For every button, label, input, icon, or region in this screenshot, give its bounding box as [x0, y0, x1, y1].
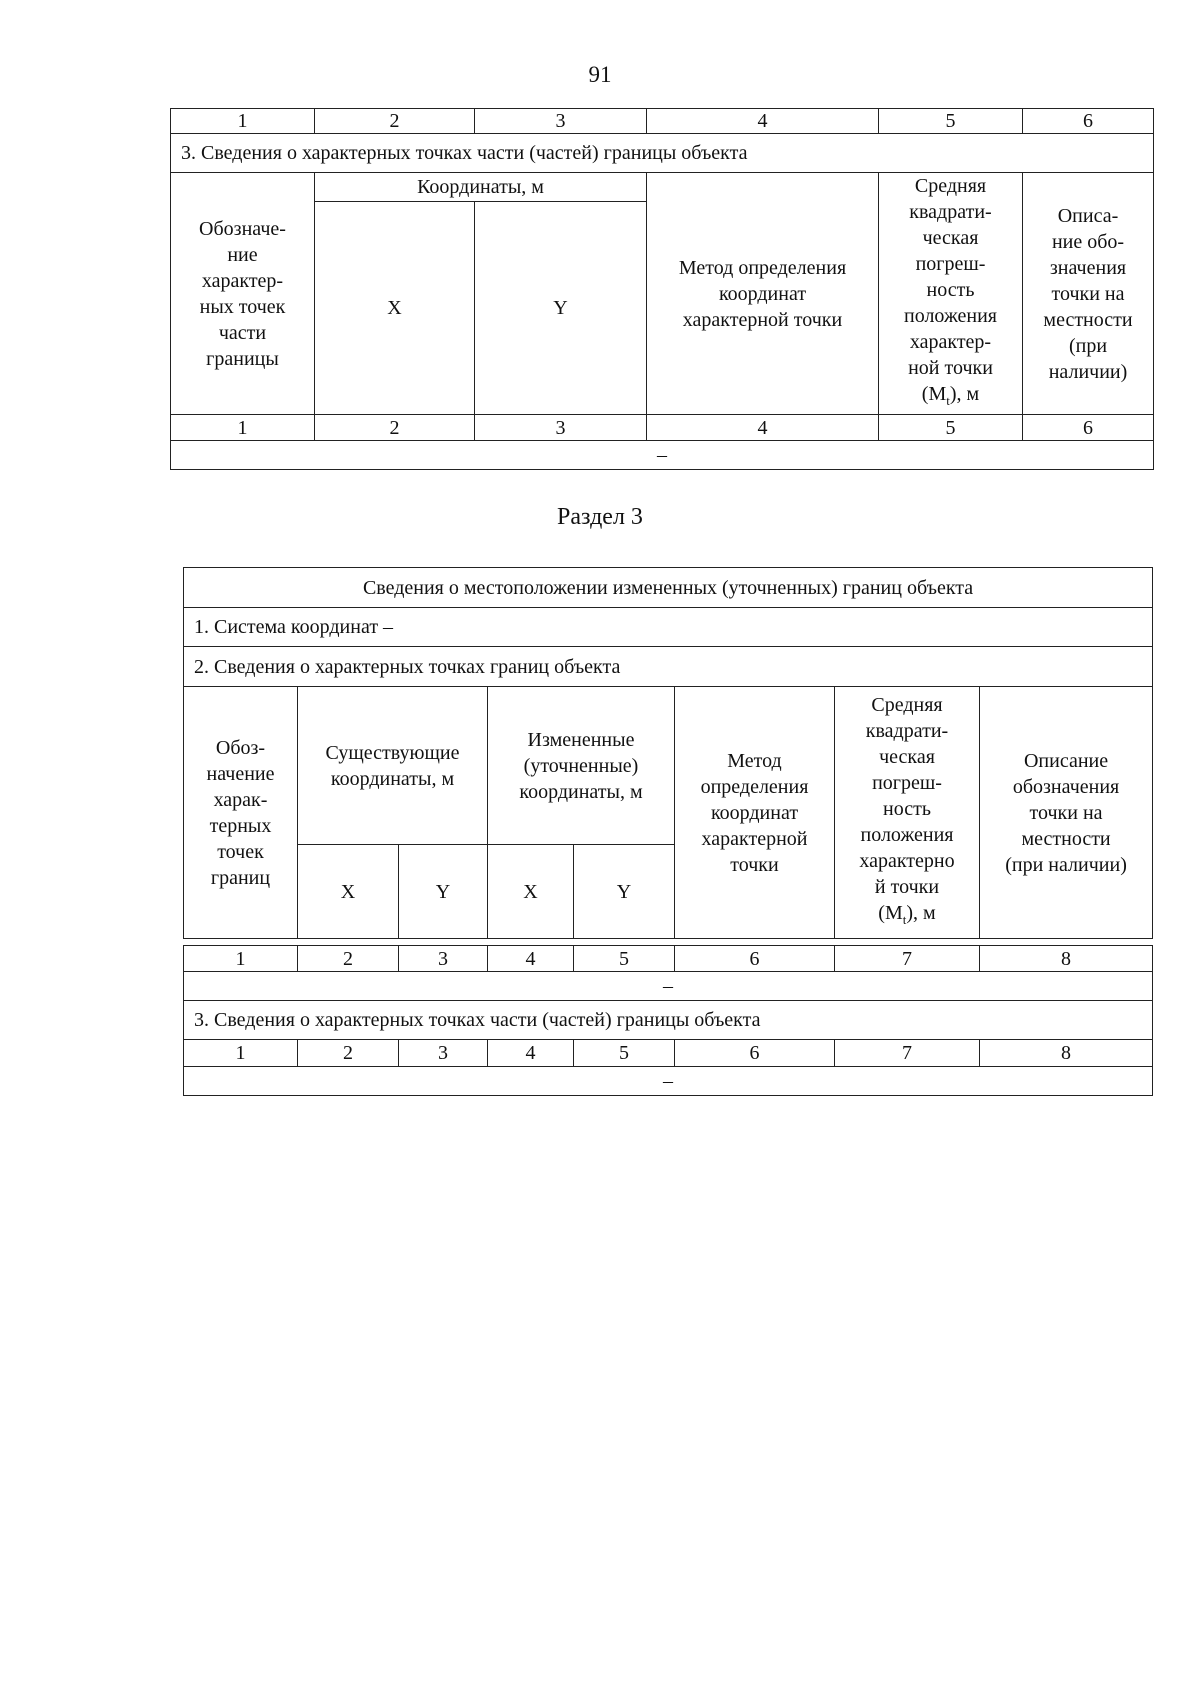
coordinate-system-row: 1. Система координат –: [184, 608, 1153, 647]
point-description-header: Описа- ние обо- значения точки на местности (при наличии): [1023, 173, 1154, 415]
column-number: 2: [315, 109, 475, 134]
coordinates-group-header: Координаты, м: [315, 173, 647, 202]
column-number-row: [184, 1040, 1153, 1067]
existing-x-header: X: [298, 845, 399, 939]
mean-square-error-header: Средняя квадрати- ческая погреш- ность положения характерно й точки $(M_t)$, м: [835, 687, 980, 939]
method-header: Метод определения координат характерной точки: [675, 687, 835, 939]
changed-coordinates-header: Измененные (уточненные) координаты, м: [488, 687, 675, 845]
section-heading-row: 3. Сведения о характерных точках части (частей) границы объекта: [171, 134, 1154, 173]
part-boundary-points-table: [170, 108, 1154, 470]
column-number: 1: [171, 109, 315, 134]
column-number-row: [171, 109, 1154, 134]
point-designation-header: Обозначе- ние характер- ных точек части границы: [171, 173, 315, 415]
mean-square-error-header: Средняя квадрати- ческая погреш- ность положения характер- ной точки $(M_t)$, м: [879, 173, 1023, 415]
column-number-row: [171, 415, 1154, 441]
method-header: Метод определения координат характерной точки: [647, 173, 879, 415]
column-number: 7: [835, 946, 980, 972]
column-number: 3: [475, 415, 647, 441]
existing-coordinates-header: Существующие координаты, м: [298, 687, 488, 845]
column-number: 8: [980, 1040, 1153, 1067]
empty-data-row: –: [184, 972, 1153, 1001]
column-number: 1: [184, 1040, 298, 1067]
column-number: 4: [647, 415, 879, 441]
column-number: 1: [184, 946, 298, 972]
changed-x-header: X: [488, 845, 574, 939]
boundary-points-heading-row: 2. Сведения о характерных точках границ объекта: [184, 647, 1153, 687]
column-number: 3: [399, 946, 488, 972]
column-number: 4: [647, 109, 879, 134]
column-number-row: [184, 946, 1153, 972]
column-number: 5: [574, 946, 675, 972]
section-title: Раздел 3: [557, 504, 643, 530]
column-number: 8: [980, 946, 1153, 972]
changed-boundaries-table: [183, 567, 1153, 1096]
column-number: 6: [1023, 415, 1154, 441]
column-number: 6: [675, 1040, 835, 1067]
changed-y-header: Y: [574, 845, 675, 939]
column-number: 3: [399, 1040, 488, 1067]
part-points-heading-row: 3. Сведения о характерных точках части (частей) границы объекта: [184, 1001, 1153, 1040]
table-title-row: Сведения о местоположении измененных (уточненных) границ объекта: [184, 568, 1153, 608]
column-number: 2: [298, 1040, 399, 1067]
point-designation-header: Обоз- начение харак- терных точек границ: [184, 687, 298, 939]
column-number: 4: [488, 1040, 574, 1067]
column-number: 5: [574, 1040, 675, 1067]
column-number: 6: [675, 946, 835, 972]
column-number: 4: [488, 946, 574, 972]
column-number: 6: [1023, 109, 1154, 134]
empty-data-row: –: [171, 441, 1154, 470]
column-number: 3: [475, 109, 647, 134]
empty-data-row: –: [184, 1067, 1153, 1096]
page-number: 91: [588, 62, 612, 87]
y-header: Y: [475, 202, 647, 415]
column-number: 2: [298, 946, 399, 972]
column-number: 5: [879, 415, 1023, 441]
column-number: 5: [879, 109, 1023, 134]
column-number: 2: [315, 415, 475, 441]
x-header: X: [315, 202, 475, 415]
column-number: 1: [171, 415, 315, 441]
column-number: 7: [835, 1040, 980, 1067]
existing-y-header: Y: [399, 845, 488, 939]
point-description-header: Описание обозначения точки на местности (при наличии): [980, 687, 1153, 939]
